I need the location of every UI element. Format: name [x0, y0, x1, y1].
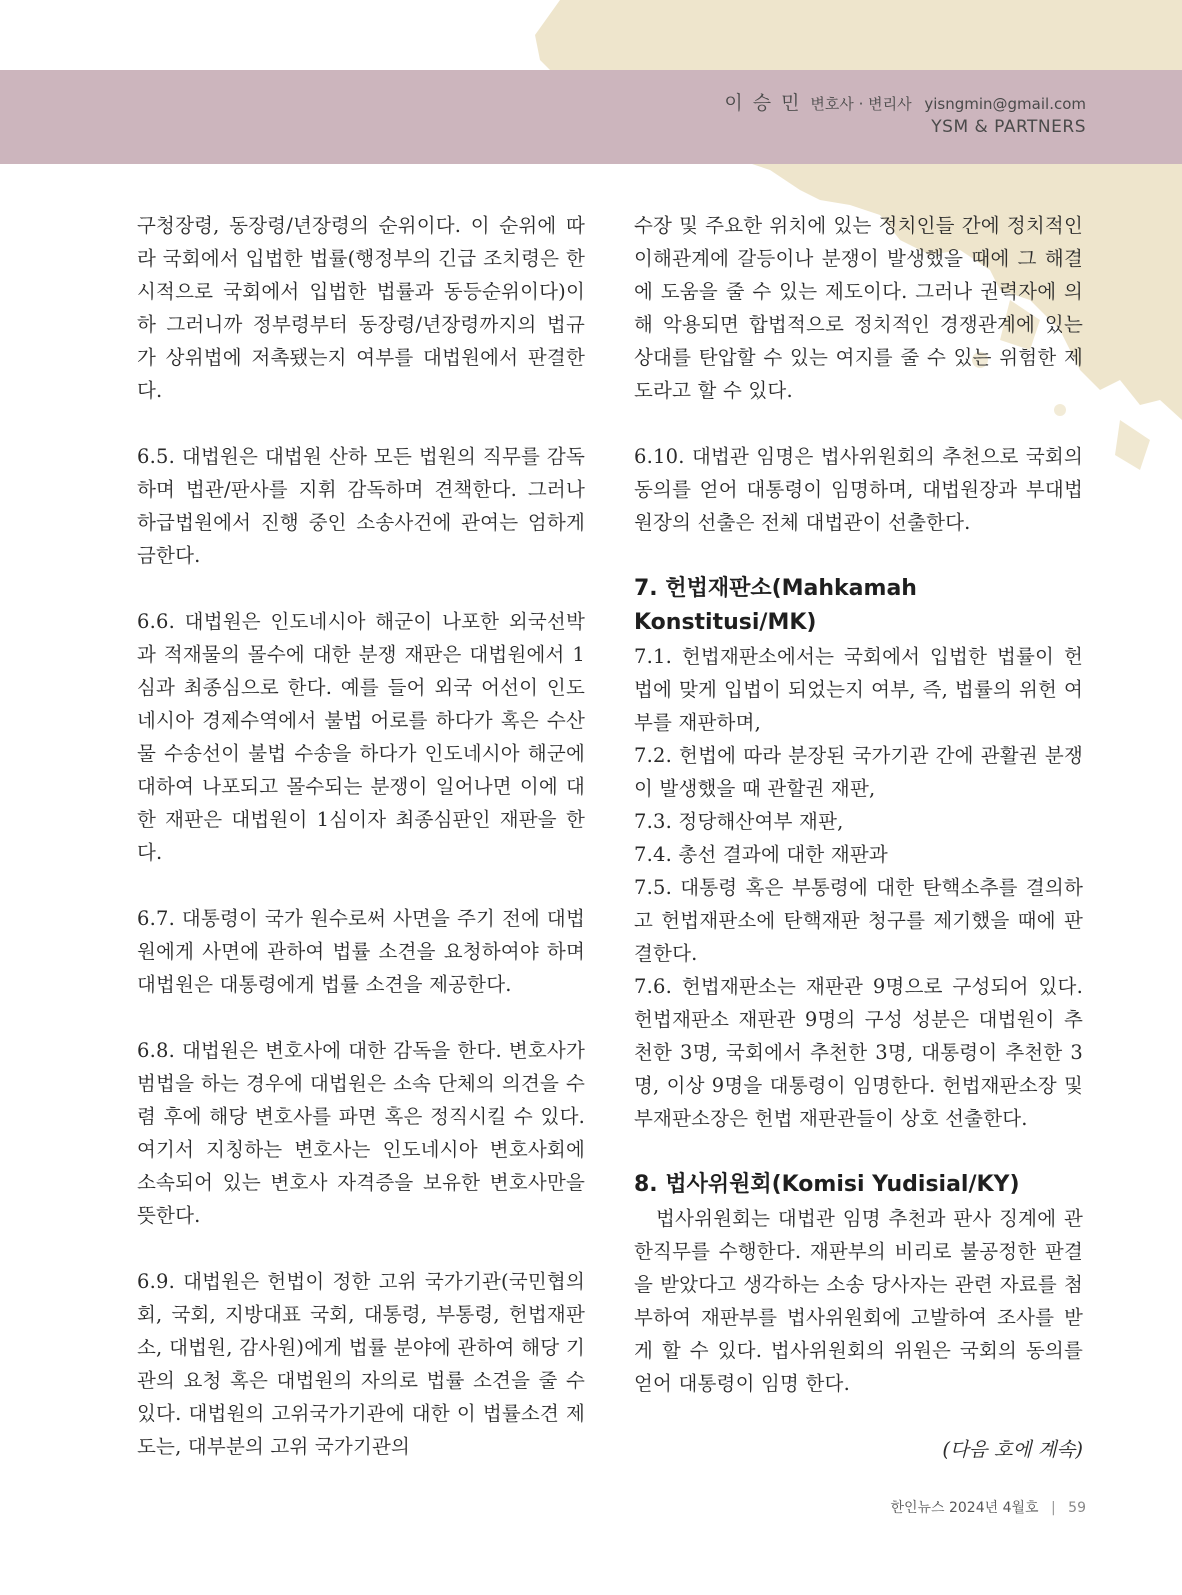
footer-separator: | — [1051, 1500, 1056, 1516]
section-heading-8: 8. 법사위원회(Komisi Yudisial/KY) — [634, 1172, 1020, 1197]
page-number: 59 — [1068, 1500, 1086, 1516]
paragraph: 수장 및 주요한 위치에 있는 정치인들 간에 정치적인 이해관계에 갈등이나 분쟁이 발생했을 때에 그 해결에 도움을 줄 수 있는 제도이다. 그러나 권력자에 의해 악용되면 합법적으로 정치적인 경쟁관계에 있는 상대를 탄압할 수 있는 여지를 줄 수 있는 위험한 제도라고 할 수 있다. — [634, 214, 1083, 402]
paragraph-6-8: 6.8. 대법원은 변호사에 대한 감독을 한다. 변호사가 범법을 하는 경우에 대법원은 소속 단체의 의견을 수렴 후에 해당 변호사를 파면 혹은 정직시킬 수 있다. 여기서 지칭하는 변호사는 인도네시아 변호사회에 소속되어 있는 변호사 자격증을 보유한 변호사만을 뜻한다. — [137, 1039, 585, 1227]
author-title: 변호사 · 변리사 — [810, 95, 912, 113]
list-item-7-2: 7.2. 헌법에 따라 분장된 국가기관 간에 관활권 분쟁이 발생했을 때 관할권 재판, — [634, 744, 1083, 800]
author-company: YSM & PARTNERS — [931, 117, 1086, 137]
paragraph-6-7: 6.7. 대통령이 국가 원수로써 사면을 주기 전에 대법원에게 사면에 관하여 법률 소견을 요청하여야 하며 대법원은 대통령에게 법률 소견을 제공한다. — [137, 907, 585, 996]
author-email: yisngmin@gmail.com — [924, 95, 1086, 113]
list-item-7-1: 7.1. 헌법재판소에서는 국회에서 입법한 법률이 헌법에 맞게 입법이 되었는지 여부, 즉, 법률의 위헌 여부를 재판하며, — [634, 645, 1083, 734]
paragraph-8: 법사위원회는 대법관 임명 추천과 판사 징계에 관한직무를 수행한다. 재판부의 비리로 불공정한 판결을 받았다고 생각하는 소송 당사자는 관련 자료를 첨부하여 재판부를 법사위원회에 고발하여 조사를 받게 할 수 있다. 법사위원회의 위원은 국회의 동의를 얻어 대통령이 임명 한다. — [634, 1207, 1083, 1395]
author-name: 이 승 민 — [724, 92, 802, 114]
continued-note: (다음 호에 계속) — [942, 1438, 1083, 1461]
author-block — [724, 92, 1086, 139]
right-column — [634, 209, 1083, 1466]
list-item-7-4: 7.4. 총선 결과에 대한 재판과 — [634, 843, 888, 866]
paragraph-6-5: 6.5. 대법원은 대법원 산하 모든 법원의 직무를 감독하며 법관/판사를 지휘 감독하며 견책한다. 그러나 하급법원에서 진행 중인 소송사건에 관여는 엄하게 금한다. — [137, 445, 585, 567]
list-item-7-3: 7.3. 정당해산여부 재판, — [634, 810, 844, 833]
paragraph-6-10: 6.10. 대법관 임명은 법사위원회의 추천으로 국회의 동의를 얻어 대통령이 임명하며, 대법원장과 부대법원장의 선출은 전체 대법관이 선출한다. — [634, 445, 1083, 534]
page-footer — [890, 1497, 1086, 1517]
list-item-7-5: 7.5. 대통령 혹은 부통령에 대한 탄핵소추를 결의하고 헌법재판소에 탄핵재판 청구를 제기했을 때에 판결한다. — [634, 876, 1083, 965]
list-item-7-6: 7.6. 헌법재판소는 재판관 9명으로 구성되어 있다. 헌법재판소 재판관 9명의 구성 성분은 대법원이 추천한 3명, 국회에서 추천한 3명, 대통령이 추천한 3명, 이상 9명을 대통령이 임명한다. 헌법재판소장 및 부재판소장은 헌법 재판관들이 상호 선출한다. — [634, 975, 1083, 1130]
publication-name: 한인뉴스 2024년 4월호 — [890, 1500, 1039, 1516]
paragraph-6-9: 6.9. 대법원은 헌법이 정한 고위 국가기관(국민협의회, 국회, 지방대표 국회, 대통령, 부통령, 헌법재판소, 대법원, 감사원)에게 법률 분야에 관하여 해당 기관의 요청 혹은 대법원의 자의로 법률 소견을 줄 수 있다. 대법원의 고위국가기관에 대한 이 법률소견 제도는, 대부분의 고위 국가기관의 — [137, 1270, 585, 1458]
left-column — [137, 209, 585, 1463]
paragraph: 구청장령, 동장령/년장령의 순위이다. 이 순위에 따라 국회에서 입법한 법률(행정부의 긴급 조치령은 한시적으로 국회에서 입법한 법률과 동등순위이다)이하 그러니까 정부령부터 동장령/년장령까지의 법규가 상위법에 저촉됐는지 여부를 대법원에서 판결한다. — [137, 214, 585, 402]
section-heading-7: 7. 헌법재판소(Mahkamah Konstitusi/MK) — [634, 576, 917, 635]
paragraph-6-6: 6.6. 대법원은 인도네시아 해군이 나포한 외국선박과 적재물의 몰수에 대한 분쟁 재판은 대법원에서 1심과 최종심으로 한다. 예를 들어 외국 어선이 인도네시아 경제수역에서 불법 어로를 하다가 혹은 수산물 수송선이 불법 수송을 하다가 인도네시아 해군에 대하여 나포되고 몰수되는 분쟁이 일어나면 이에 대한 재판은 대법원이 1심이자 최종심판인 재판을 한다. — [137, 610, 585, 864]
